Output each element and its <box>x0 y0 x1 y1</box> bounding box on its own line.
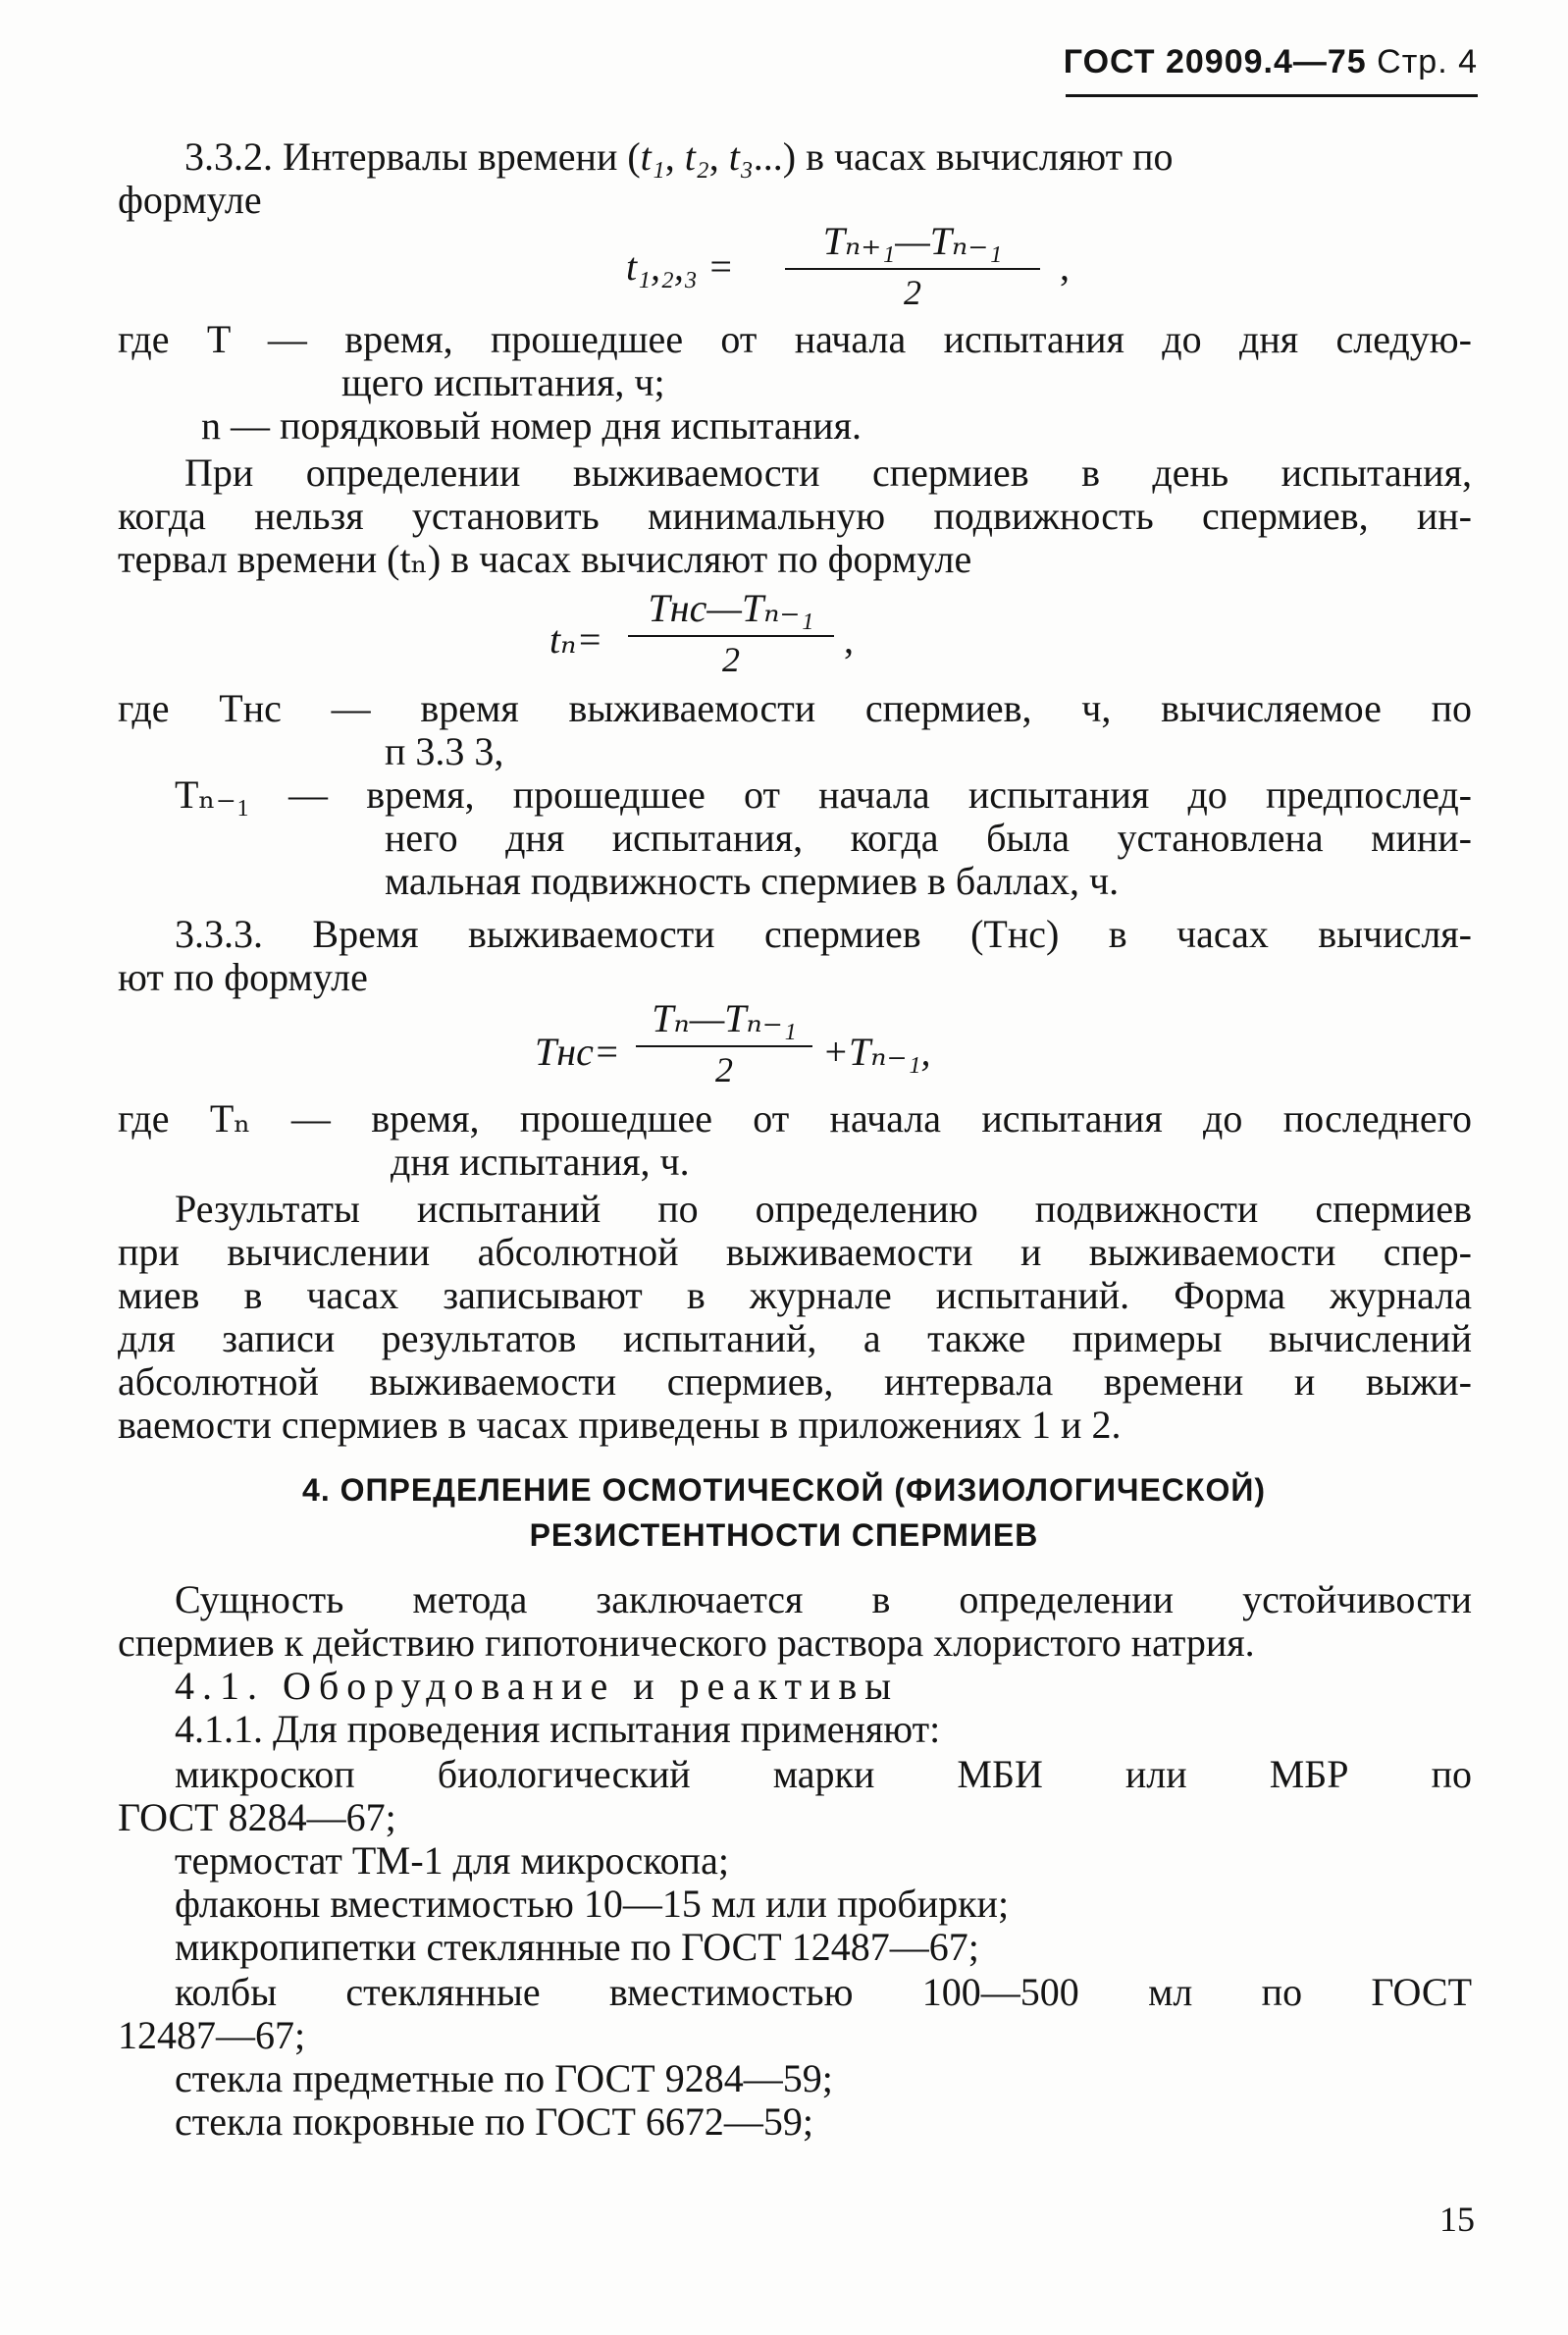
where1-line-b: щего испытания, ч; <box>341 360 665 404</box>
list-item: ГОСТ 8284—67; <box>118 1795 396 1839</box>
subsection-411: 4.1.1. Для проведения испытания применяют: <box>175 1707 941 1751</box>
where2-line-e: мальная подвижность спермиев в баллах, ч. <box>385 859 1120 903</box>
s332-line2: формуле <box>118 178 262 222</box>
where2-line-a: где Tнс — время выживаемости спермиев, ч, вычисляемое по <box>118 686 1472 730</box>
list-item: термостат ТМ-1 для микроскопа; <box>175 1838 729 1883</box>
where3-line-a: где Tₙ — время, прошедшее от начала испытания до последнего <box>118 1096 1472 1141</box>
p2-line2: когда нельзя установить минимальную подвижность спермиев, ин- <box>118 494 1472 538</box>
results-line5: абсолютной выживаемости спермиев, интервала времени и выжи- <box>118 1359 1472 1404</box>
standard-number: ГОСТ 20909.4—75 <box>1063 43 1367 80</box>
formula2-fraction <box>628 585 834 680</box>
subsection-41: 4.1. Оборудование и реактивы <box>175 1664 900 1708</box>
s332-line1: 3.3.2. Интервалы времени (t₁, t₂, t₃...) в часах вычисляют по <box>184 134 1174 179</box>
results-line2: при вычислении абсолютной выживаемости и выживаемости спер- <box>118 1230 1472 1274</box>
page-label: Стр. 4 <box>1377 43 1478 80</box>
section4-title-line2: РЕЗИСТЕНТНОСТИ СПЕРМИЕВ <box>529 1517 1039 1553</box>
s333-line1: 3.3.3. Время выживаемости спермиев (Tнс) в часах вычисля- <box>175 912 1472 956</box>
page-number: 15 <box>1439 2200 1475 2239</box>
where1-line-c: n — порядковый номер дня испытания. <box>201 403 862 448</box>
page-header <box>1064 43 1478 81</box>
where2-line-c: Tₙ₋₁ — время, прошедшее от начала испытания до предпослед- <box>175 772 1472 817</box>
where2-line-d: него дня испытания, когда была установлена мини- <box>385 816 1472 860</box>
list-item: колбы стеклянные вместимостью 100—500 мл по ГОСТ <box>175 1970 1472 2014</box>
results-line4: для записи результатов испытаний, а также примеры вычислений <box>118 1316 1472 1360</box>
list-item: флаконы вместимостью 10—15 мл или пробирки; <box>175 1882 1010 1926</box>
results-line6: ваемости спермиев в часах приведены в приложениях 1 и 2. <box>118 1403 1122 1447</box>
formula2-lhs: tₙ= <box>549 617 603 662</box>
p2-line3: тервал времени (tₙ) в часах вычисляют по формуле <box>118 537 972 581</box>
section4-title-line1: 4. ОПРЕДЕЛЕНИЕ ОСМОТИЧЕСКОЙ (ФИЗИОЛОГИЧЕСКОЙ) <box>302 1472 1266 1508</box>
formula3-denominator: 2 <box>715 1050 733 1089</box>
results-line3: миев в часах записывают в журнале испытаний. Форма журнала <box>118 1273 1472 1317</box>
list-item: стекла покровные по ГОСТ 6672—59; <box>175 2099 814 2144</box>
formula3-tail: +Tₙ₋₁, <box>822 1030 931 1074</box>
where3-line-b: дня испытания, ч. <box>391 1140 690 1184</box>
formula3-lhs: Tнс= <box>535 1030 620 1074</box>
formula1-fraction <box>785 218 1040 313</box>
s333-line2: ют по формуле <box>118 955 368 999</box>
formula2-denominator: 2 <box>722 640 740 679</box>
list-item: микропипетки стеклянные по ГОСТ 12487—67; <box>175 1925 979 1969</box>
essence-line2: спермиев к действию гипотонического раствора хлористого натрия. <box>118 1620 1255 1665</box>
formula1-tail: , <box>1060 244 1070 289</box>
formula2-tail: , <box>844 617 854 662</box>
list-item: микроскоп биологический марки МБИ или МБР по <box>175 1752 1472 1796</box>
formula2-numerator: Tнс—Tₙ₋₁ <box>648 586 814 630</box>
list-item: 12487—67; <box>118 2013 306 2057</box>
where1-line-a: где T — время, прошедшее от начала испытания до дня следую- <box>118 317 1472 361</box>
formula1-lhs: t₁,₂,₃ = <box>626 244 734 289</box>
formula1-denominator: 2 <box>904 273 921 312</box>
where2-line-b: п 3.3 3, <box>385 729 504 773</box>
formula3-fraction <box>636 995 812 1090</box>
formula1-numerator: Tₙ₊₁—Tₙ₋₁ <box>822 219 1003 263</box>
p2-line1: При определении выживаемости спермиев в день испытания, <box>184 451 1472 495</box>
results-line1: Результаты испытаний по определению подвижности спермиев <box>175 1187 1472 1231</box>
essence-line1: Сущность метода заключается в определении устойчивости <box>175 1577 1472 1621</box>
formula3-numerator: Tₙ—Tₙ₋₁ <box>652 996 797 1040</box>
list-item: стекла предметные по ГОСТ 9284—59; <box>175 2056 833 2100</box>
header-rule <box>1066 94 1478 97</box>
